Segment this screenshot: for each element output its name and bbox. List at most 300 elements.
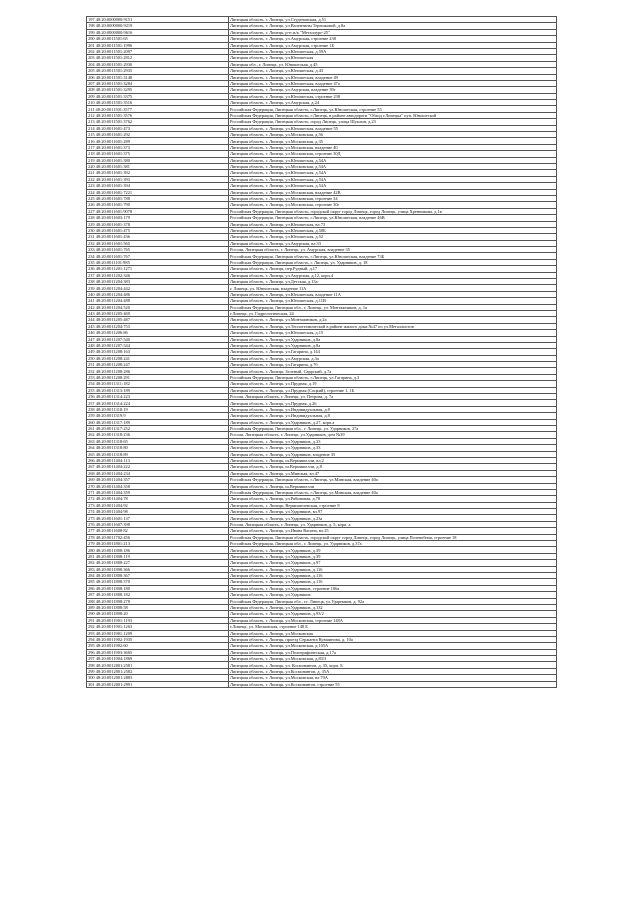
cadastral-number: 48:20:0011902:1935 xyxy=(95,636,133,642)
address-cell: Липецкая область, г. Липецк, ул.Ударников, вл.97 xyxy=(229,509,557,515)
row-number: 215 xyxy=(88,132,95,138)
address-cell: Липецкая область, г. Липецк, Зеленый, Саррский, д.7а xyxy=(229,368,557,374)
cadastral-number: 48:20:0011808:367 xyxy=(95,573,130,579)
row-number: 204 xyxy=(88,61,95,67)
address-cell: Липецкая область, г. Липецк, ул.Юношеская, д.43 xyxy=(229,68,557,74)
row-number: 223 xyxy=(88,183,95,189)
cadastral-number: 48:20:0011404:359 xyxy=(95,490,130,495)
cadastral-number: 48:20:0011101:985 xyxy=(95,259,130,265)
row-number: 272 xyxy=(88,496,95,502)
table-body xyxy=(87,17,557,688)
row-number: 200 xyxy=(88,36,95,42)
row-number: 258 xyxy=(88,406,95,412)
address-cell: Липецкая область, г. Липецк, ул. Космонавтов, д. 35, корп. Б xyxy=(229,662,557,668)
row-number: 199 xyxy=(88,29,95,35)
address-cell: Липецкая область, г. Липецк, ул.Юношеская, д.50Б xyxy=(229,227,557,233)
cadastral-number: 48:20:0011902:60 xyxy=(95,643,128,649)
cadastral-number: 48:20:0011501:3577 xyxy=(95,106,132,112)
row-number: 292 xyxy=(88,624,95,630)
cadastral-number: 48:20:0011601:380 xyxy=(95,157,130,163)
row-number: 279 xyxy=(88,541,95,547)
cadastral-number: 48:20:0011404:222 xyxy=(95,464,130,470)
row-number: 209 xyxy=(88,93,95,99)
row-number: 208 xyxy=(88,87,95,93)
address-cell: Липецкая область, г. Липецк, ул.Ударников, д.27, корп.а xyxy=(229,419,557,425)
cadastral-number: 48:20:0011501:3516 xyxy=(95,100,133,106)
cadastral-number: 48:20:0011204:442 xyxy=(95,285,130,291)
address-cell: Липецкая область, г. Липецк, ул.Ударников, владение 35 xyxy=(229,451,557,457)
cadastral-number: 48:20:0011404:92 xyxy=(95,502,128,508)
table-row xyxy=(87,681,557,687)
address-cell: Российская Федерация, Липецкая обл., г. Липецк, ул. Ударников, д.37а xyxy=(229,541,557,547)
cadastral-number: 48:20:0011601:790 xyxy=(95,202,130,208)
row-number: 252 xyxy=(88,368,95,374)
address-cell: Липецкая область, г. Липецк, ул.Прудная, д.26 xyxy=(229,400,557,406)
row-number: 239 xyxy=(88,285,95,291)
address-cell: Липецкая область, г. Липецк, ул.Прудная (Соцкий), строение 1, 1Б xyxy=(229,387,557,393)
row-number: 283 xyxy=(88,566,95,572)
address-cell: Липецкая область, г. Липецк, ул.Амурская, д.12, корп.4 xyxy=(229,272,557,278)
row-number: 269 xyxy=(88,477,95,483)
row-number: 203 xyxy=(88,55,95,61)
row-number: 228 xyxy=(88,215,95,221)
row-number: 220 xyxy=(88,164,95,170)
row-number: 237 xyxy=(88,272,95,278)
address-cell: Липецкая область, г. Липецк, ул.Ударников, д.132 xyxy=(229,604,557,610)
address-cell: Липецкая область, г. Липецк, ул.Гагарина, д.7б xyxy=(229,362,557,368)
row-number: 299 xyxy=(88,668,95,674)
row-number: 226 xyxy=(88,202,95,208)
cadastral-number: 48:20:0011702:456 xyxy=(95,534,130,540)
row-number: 278 xyxy=(88,534,95,540)
row-number: 257 xyxy=(88,400,95,406)
address-cell: Липецкая область, г. Липецк, ул.Ударников, д.8а xyxy=(229,336,557,342)
cadastral-number: 48:20:0011501:1996 xyxy=(95,42,133,48)
row-number: 250 xyxy=(88,355,95,361)
address-cell: Липецкая область, г. Липецк, р-н ж/к "Металлург-25" xyxy=(229,29,557,35)
address-cell: Липецкая область, г. Липецк, ул.Ударников, д.23а xyxy=(229,515,557,521)
row-number: 297 xyxy=(88,656,95,662)
cadastral-number: 48:20:0011208:247 xyxy=(95,362,130,368)
address-cell: Липецкая область, г. Липецк, ул.Рябиновая, д.78 xyxy=(229,496,557,502)
address-cell: Россия, Липецкая область, г. Липецк, ул. Амурская, владение 35 xyxy=(229,247,557,253)
address-cell: Российская Федерация, Липецкая обл., г. Липецк, ул. Ударников, 27а xyxy=(229,426,557,432)
row-number: 232 xyxy=(88,240,95,246)
address-cell: Липецкая область, г. Липецк, ул.Гагарина, д.144 xyxy=(229,349,557,355)
cadastral-number: 48:20:0011501:65 xyxy=(95,36,128,42)
address-cell: Россия, Липецкая область, г. Липецк, ул. Петрова, д. 7а xyxy=(229,394,557,400)
row-number: 281 xyxy=(88,553,95,559)
row-number: 301 xyxy=(88,681,95,687)
row-number: 277 xyxy=(88,528,95,534)
address-cell: Российская Федерация, Липецкая область, г.Липецк, ул.Юношеская, строение 55 xyxy=(229,106,557,112)
address-cell: Липецкая область, г. Липецк, ул.Московская, строение 30г xyxy=(229,202,557,208)
address-cell: Липецкая область, г. Липецк, ул.Ударников, строение 106а xyxy=(229,585,557,591)
row-number: 207 xyxy=(88,81,95,86)
cadastral-number: 48:20:0011501:3762 xyxy=(95,119,133,125)
address-cell: г.Липецк, ул. Московская, строение 148 Б xyxy=(229,624,557,630)
cadastral-number: 48:20:0011608:82 xyxy=(95,528,128,534)
cadastral-number: 48:20:0011206:86 xyxy=(95,330,128,336)
row-number: 285 xyxy=(88,579,95,585)
address-cell: Липецкая область, г. Липецк, ул.Московская, вл.70А xyxy=(229,675,557,681)
cadastral-number: 48:20:0011904:1869 xyxy=(95,656,133,662)
row-number: 219 xyxy=(88,157,95,163)
address-cell: Российская Федерация, Липецкая обл., г.г. Липецк, ул.Ударников, д. 92а xyxy=(229,598,557,604)
cadastral-number: 48:20:0011601:765 xyxy=(95,247,130,253)
cadastral-table xyxy=(86,16,557,688)
cadastral-number: 48:20:0011808:186 xyxy=(95,547,130,553)
cadastral-number: 48:20:0011808:180 xyxy=(95,585,130,591)
row-number: 286 xyxy=(88,585,95,591)
cadastral-number: 48:20:0011319:9 xyxy=(95,413,126,419)
address-cell: Липецкая область, г. Липецк, ул.Валентины Терешковой, д.8а xyxy=(229,23,557,29)
address-cell: Липецкая область, г. Липецк, ул.Индивидуальная, д.8 xyxy=(229,413,557,419)
cadastral-number: 48:20:0011601:289 xyxy=(95,138,130,144)
cadastral-number: 48:20:0011501:2935 xyxy=(95,68,133,74)
address-cell: Липецкая область, г. Липецк, ул.Московская, владение 40 xyxy=(229,144,557,150)
row-number: 248 xyxy=(88,343,95,349)
cadastral-number: 48:20:0011601:375 xyxy=(95,151,130,157)
address-cell: Липецкая область, г. Липецк, ул.Прудная, д.19 xyxy=(229,381,557,387)
address-cell: Липецкая область, г. Липецк, Вермишелевская, строение 8 xyxy=(229,502,557,508)
row-number: 271 xyxy=(88,490,95,495)
row-number: 268 xyxy=(88,470,95,476)
cadastral-number: 48:20:0011207:540 xyxy=(95,336,130,342)
row-number: 243 xyxy=(88,311,95,317)
cadastral-number: 48:20:0011501:3576 xyxy=(95,112,133,118)
cadastral-number: 48:20:0011501:3148 xyxy=(95,74,133,80)
address-cell: Липецкая область, г. Липецк, ул.Ударников, д.39 xyxy=(229,553,557,559)
cadastral-number: 48:20:0011601:378 xyxy=(95,221,130,227)
address-cell: Липецкая область, г. Липецк, ул.Ударников, д.93/2 xyxy=(229,611,557,617)
row-number: 205 xyxy=(88,68,95,74)
cadastral-number: 48:20:0011607:398 xyxy=(95,521,130,527)
address-cell: Липецкая область, г. Липецк, ул.Детская, д.13а xyxy=(229,279,557,285)
cadastral-number: 48:20:0011601:394 xyxy=(95,183,130,189)
cadastral-number: 48:20:0011205:469 xyxy=(95,311,130,317)
row-number: 212 xyxy=(88,112,95,118)
cadastral-number: 48:20:0011601:373 xyxy=(95,144,130,150)
row-number: 225 xyxy=(88,196,95,202)
row-number: 245 xyxy=(88,323,95,329)
address-cell: Липецкая область, г. Липецк, ул.Ударников, д.33 xyxy=(229,438,557,444)
address-cell: Российская Федерация, Липецкая область, г.Липецк, ул.Юношеская, владение 46В xyxy=(229,215,557,221)
address-cell: Липецкая область, г. Липецк, ул.Московская, строение 34 xyxy=(229,195,557,201)
cadastral-number: 48:20:0011204:488 xyxy=(95,298,130,304)
cadastral-number: 48:20:0011404:234 xyxy=(95,470,130,476)
row-number: 255 xyxy=(88,387,95,393)
row-number: 264 xyxy=(88,445,95,451)
cadastral-number: 48:20:0011601:788 xyxy=(95,196,130,202)
address-cell: Липецкая область, г. Липецк, ул.Московская, д.105А xyxy=(229,643,557,649)
address-cell: Липецкая область, г. Липецк, ул.Московская, д.35 xyxy=(229,138,557,144)
address-cell: Российская Федерация, Липецкая область, городской округ город Липецк, город Липецк, улица Полевобная, строение 18 xyxy=(229,534,557,540)
address-cell: Липецкая область, г. Липецк, ш.Вермишелли xyxy=(229,483,557,489)
cadastral-number: 48:20:0011601:392 xyxy=(95,170,130,176)
cadastral-number: 48:20:0011318:80 xyxy=(95,445,128,451)
cadastral-number: 48:20:0011201:1271 xyxy=(95,266,133,272)
row-number: 293 xyxy=(88,630,95,636)
row-number: 274 xyxy=(88,509,95,515)
address-cell: Липецкая область, г. Липецк, ул.Ударников, д.97 xyxy=(229,560,557,566)
cadastral-number: 48:20:0011808:227 xyxy=(95,560,130,566)
cadastral-number: 48:20:0011603:179 xyxy=(95,215,130,221)
address-cell: Липецкая область, г. Липецк, ул.Юношеская xyxy=(229,55,557,61)
address-cell: Липецкая область, г. Липецк, ул.Московская, д.83/3 xyxy=(229,656,557,662)
row-number: 201 xyxy=(88,42,95,48)
address-cell: Российская Федерация, Липецкая область, г.Липецк, ул.Минская, владение 40а xyxy=(229,489,557,495)
row-number: 282 xyxy=(88,560,95,566)
address-cell: Российская Федерация, Липецкая обл., г. Липецк, ул. Монтажников, д. 1а xyxy=(229,304,557,310)
cadastral-number: 48:20:0011318:236 xyxy=(95,432,130,438)
address-cell: Российская Федерация, Липецкая область, город Липецк, улица Шуклин, д.23 xyxy=(229,119,557,125)
row-number: 217 xyxy=(88,144,95,150)
row-number: 213 xyxy=(88,119,95,125)
address-cell: Липецкая область, г. Липецк, ул.Ивана Васина, вл.25 xyxy=(229,528,557,534)
row-number: 295 xyxy=(88,643,95,649)
address-cell: Липецкая область, г. Липецк, ул.Теплотехнической в районе жилого дома №47 по ул.Металлистов xyxy=(229,323,557,329)
cadastral-number: 48:20:0011204:486 xyxy=(95,291,130,297)
row-number: 240 xyxy=(88,291,95,297)
cadastral-number: 48:20:0011204:753 xyxy=(95,323,130,329)
address-cell: Липецкая обл., г. Липецк, ул. Юношеская, д.45 xyxy=(229,61,557,67)
address-cell: Липецкая область, г. Липецк, ул.Полиграфическая, д.17а xyxy=(229,649,557,655)
cadastral-number: 48:20:0011318:19 xyxy=(95,406,128,412)
cadastral-number: 48:20:0011317:252 xyxy=(95,426,130,432)
row-number: 298 xyxy=(88,662,95,668)
row-number: 218 xyxy=(88,151,95,157)
address-cell: Липецкая область, г. Липецк, ул.Ударников, д.8а xyxy=(229,342,557,348)
cadastral-number: 48:20:0011317:189 xyxy=(95,419,130,425)
address-cell: Липецкая область, г. Липецк, ул.Монтажников, д.2а xyxy=(229,317,557,323)
row-number: 276 xyxy=(88,521,95,527)
cadastral-number: 48:20:0011208:163 xyxy=(95,349,130,355)
address-cell: Липецкая область, г. Липецк, ул.Амурская, вл.33 xyxy=(229,240,557,246)
address-cell: Российская Федерация, Липецкая область, г.Липецк, ул.Минская, владение 40а xyxy=(229,477,557,483)
cadastral-number: 48:20:0011204:383 xyxy=(95,279,130,285)
cadastral-number: 48:20:0011202:346 xyxy=(95,272,130,278)
address-cell: Липецкая область, г. Липецк, ул.Ударников, д.39 xyxy=(229,547,557,553)
row-number: 261 xyxy=(88,426,95,432)
cadastral-number: 48:20:0011404:357 xyxy=(95,477,130,483)
address-cell: Липецкая область, г. Липецк, проезд Сержанта Кувшинова, д. 10а xyxy=(229,636,557,642)
address-cell: Липецкая область, г. Липецк, ул.Юношеская, д.59А xyxy=(229,48,557,54)
cadastral-number: 48:20:0011903:3665 xyxy=(95,649,133,655)
row-number: 197 xyxy=(88,17,95,23)
address-cell: Липецкая область, г. Липецк, ул.Юношеская, вл.73 xyxy=(229,221,557,227)
address-cell: Липецкая область, г. Липецк, ул.Московская, д.54А xyxy=(229,163,557,169)
address-cell: Липецкая область, г. Липецк, ул.Юношеская, д.54А xyxy=(229,157,557,163)
row-number: 289 xyxy=(88,605,95,611)
row-number: 280 xyxy=(88,547,95,553)
row-number: 216 xyxy=(88,138,95,144)
row-number: 206 xyxy=(88,74,95,80)
cadastral-number: 48:20:0011601:381 xyxy=(95,164,130,170)
address-cell: Липецкая область, г. Липецк, ул.Московская xyxy=(229,630,557,636)
cadastral-number: 48:20:0011601:436 xyxy=(95,234,130,240)
row-number: 227 xyxy=(88,208,95,214)
address-cell: Липецкая область, г. Липецк, ул.Юношеская, д.54А xyxy=(229,170,557,176)
address-cell: Россия, Липецкая область, г. Липецк, ул.Ударников, дом №39 xyxy=(229,432,557,438)
address-cell: Липецкая область, г. Липецк, ул.Студеновская, д.51 xyxy=(229,17,557,23)
row-number: 290 xyxy=(88,611,95,617)
address-cell: Липецкая область, г. Липецк, пер.Рудный, д.17 xyxy=(229,266,557,272)
cadastral-number: 48:20:0011314:223 xyxy=(95,394,130,400)
cadastral-number: 48:20:0012001:2991 xyxy=(95,681,133,687)
address-cell: Липецкая область, г. Липецк, ул.Ударников, д.116 xyxy=(229,566,557,572)
cadastral-number: 48:20:0011311:182 xyxy=(95,381,130,387)
row-number: 262 xyxy=(88,432,95,438)
row-number: 241 xyxy=(88,298,95,304)
row-number: 231 xyxy=(88,234,95,240)
cadastral-number: 48:20:0011601:475 xyxy=(95,227,130,233)
cadastral-number: 48:20:0011501:3295 xyxy=(95,87,133,93)
row-number: 211 xyxy=(88,106,95,112)
address-cell: Российская Федерация, Липецкая область, г.Липецк, ул.Гагарина, д.3 xyxy=(229,374,557,380)
row-number: 300 xyxy=(88,675,95,681)
cadastral-number: 48:20:0011808:20 xyxy=(95,611,128,617)
cadastral-number: 48:20:0000000:9151 xyxy=(95,17,133,23)
cadastral-number: 48:20:0011404:78 xyxy=(95,496,128,502)
row-number: 236 xyxy=(88,266,95,272)
cadastral-number: 48:20:0011404:98 xyxy=(95,509,128,515)
address-cell: Липецкая область, г. Липецк, ул.Космонавтов, д. 35А xyxy=(229,668,557,674)
cadastral-number: 48:20:0012001:2581 xyxy=(95,662,133,668)
row-number: 275 xyxy=(88,515,95,521)
cadastral-number: 48:20:0011501:2097 xyxy=(95,49,133,55)
address-cell: Липецкая область, г. Липецк, ул.Космонавтов, строение 55 xyxy=(229,681,557,687)
cadastral-number: 48:20:0012001:2582 xyxy=(95,668,133,674)
cadastral-number: 48:20:0011808:58 xyxy=(95,605,128,611)
cadastral-number: 48:20:0011501:3284 xyxy=(95,81,133,86)
cadastral-number: 48:20:0011208:241 xyxy=(95,355,130,361)
address-cell: Липецкая область, г. Липецк, ул.Юношеская, д.52 xyxy=(229,234,557,240)
cadastral-number: 48:20:0011601:9078 xyxy=(95,208,133,214)
address-cell: Липецкая область, г. Липецк, ул.Юношеская, строение 238 xyxy=(229,93,557,99)
address-cell: г. Липецк, ул. Юношеская, владение 11А xyxy=(229,285,557,291)
row-number: 244 xyxy=(88,317,95,323)
cadastral-number: 48:20:0011501:3375 xyxy=(95,93,133,99)
row-number: 249 xyxy=(88,349,95,355)
cadastral-number: 48:20:0011404:358 xyxy=(95,483,130,489)
row-number: 256 xyxy=(88,394,95,400)
address-cell: Липецкая область, г. Липецк, ул.Амурская, строение 1Б xyxy=(229,42,557,48)
row-number: 287 xyxy=(88,592,95,598)
row-number: 296 xyxy=(88,649,95,655)
address-cell: Российская Федерация, Липецкая область, г.Липецк, ул.Юношеская, владение 73Б xyxy=(229,253,557,259)
row-number: 291 xyxy=(88,617,95,623)
cadastral-number: 48:20:0011205:487 xyxy=(95,317,130,323)
address-cell: Липецкая область, г. Липецк, ул.Московская, д.56 xyxy=(229,132,557,138)
row-number: 294 xyxy=(88,636,95,642)
cadastral-number: 48:20:0011208:291 xyxy=(95,374,130,380)
address-cell: Липецкая область, г. Липецк, ул.Амурская, владение 39г xyxy=(229,87,557,93)
cadastral-number: 48:20:0011808:366 xyxy=(95,566,130,572)
address-cell: Липецкая область, г. Липецк, ул.Юношеская, д.11В xyxy=(229,298,557,304)
row-number: 238 xyxy=(88,279,95,285)
address-cell: Липецкая область, г. Липецк, ул.Юношеская, д.15 xyxy=(229,330,557,336)
address-cell: Липецкая область, г. Липецк, ул.Ударников, д.116 xyxy=(229,579,557,585)
row-number: 254 xyxy=(88,381,95,387)
cadastral-number: 48:20:0011601:7221 xyxy=(95,189,133,195)
address-cell: Липецкая область, г. Липецк, ул.Юношеская, д.54А xyxy=(229,176,557,182)
row-number: 284 xyxy=(88,573,95,579)
cadastral-number: 48:20:0011901:1263 xyxy=(95,624,133,630)
row-number: 251 xyxy=(88,362,95,368)
row-number: 273 xyxy=(88,502,95,508)
address-cell: Россия, Липецкая область, г. Липецк, ул. Ударников, д. 5, корп. а xyxy=(229,521,557,527)
row-number: 242 xyxy=(88,304,95,310)
cadastral-number: 48:20:0011318:89 xyxy=(95,451,128,457)
cadastral-number: 48:20:0011601:473 xyxy=(95,125,130,131)
address-cell: Липецкая область, г. Липецк, ул.Московская, строение 30Д xyxy=(229,151,557,157)
row-number: 234 xyxy=(88,253,95,259)
cadastral-number: 48:20:0011601:393 xyxy=(95,176,130,182)
address-cell: Липецкая область, г. Липецк, ул.Московская, владение 42В xyxy=(229,189,557,195)
address-cell: Липецкая область, г. Липецк, ул.Амурская, д.24 xyxy=(229,100,557,106)
cadastral-number: 48:20:0011314:224 xyxy=(95,400,130,406)
cadastral-number: 48:20:0011601:292 xyxy=(95,132,130,138)
cadastral-number: 48:20:0011808:119 xyxy=(95,553,130,559)
cadastral-number: 48:20:0011901:1193 xyxy=(95,617,132,623)
address-cell: Липецкая область, г. Липецк, ул.Индивидуальная, д.8 xyxy=(229,406,557,412)
row-number: 221 xyxy=(88,170,95,176)
cadastral-number: 48:20:0011901:1209 xyxy=(95,630,133,636)
cadastral-number: 48:20:0011313:189 xyxy=(95,387,130,393)
row-number: 270 xyxy=(88,483,95,489)
row-number: 222 xyxy=(88,176,95,182)
row-number: 267 xyxy=(88,464,95,470)
cadastral-number-cell xyxy=(87,681,229,687)
cadastral-number: 48:20:0011808:278 xyxy=(95,598,130,604)
address-cell: Липецкая область, г. Липецк, ул.Ударников, д.33 xyxy=(229,445,557,451)
address-cell: Липецкая область, г. Липецк, ул.Ударников xyxy=(229,592,557,598)
address-cell: Липецкая область, г. Липецк, ул.Юношеская, владение 49 xyxy=(229,74,557,80)
cadastral-number: 48:20:0011801:213 xyxy=(95,541,130,547)
cadastral-number: 48:20:0011601:137 xyxy=(95,515,130,521)
address-cell: Липецкая область, г. Липецк, ул.Юношеская, д.54А xyxy=(229,183,557,189)
row-number: 230 xyxy=(88,227,95,233)
row-number: 214 xyxy=(88,125,95,131)
address-cell: Липецкая область, г. Липецк, ул.Амурская, строение 238 xyxy=(229,36,557,42)
cadastral-number: 48:20:0000000:9219 xyxy=(95,23,133,29)
cadastral-number: 48:20:0011207:544 xyxy=(95,343,130,349)
row-number: 202 xyxy=(88,49,95,55)
row-number: 260 xyxy=(88,419,95,425)
row-number: 266 xyxy=(88,458,95,464)
address-cell: Липецкая область, г. Липецк, ул.Минская, вл.47 xyxy=(229,470,557,476)
row-number: 246 xyxy=(88,330,95,336)
row-number: 224 xyxy=(88,189,95,195)
address-cell: Липецкая область, г. Липецк, ул.Юношеская, владение 47а xyxy=(229,80,557,86)
cadastral-number: 48:20:0011601:767 xyxy=(95,253,130,259)
address-cell: Липецкая область, г. Липецк, ул.Амурская, д.3а xyxy=(229,355,557,361)
row-number: 229 xyxy=(88,221,95,227)
address-cell: Российская Федерация, Липецкая область, г.Липецк, в районе автодороги "Обход г.Липецка" пуп. Юношеской xyxy=(229,112,557,118)
address-cell: Липецкая область, г. Липецк, ул.Юношеская, владение 11А xyxy=(229,291,557,297)
cadastral-number: 48:20:0011208:286 xyxy=(95,368,130,374)
cadastral-number: 48:20:0011318:65 xyxy=(95,438,128,444)
address-cell: Липецкая область, г. Липецк, ул.Ударников, д.116 xyxy=(229,572,557,578)
row-number: 235 xyxy=(88,259,95,265)
cadastral-number: 48:20:0011601:565 xyxy=(95,240,130,246)
address-cell: Липецкая область, г. Липецк, ш.Вермишелли, д.8 xyxy=(229,464,557,470)
cadastral-number: 48:20:0011501:2812 xyxy=(95,55,133,61)
cadastral-number: 48:20:0011204:520 xyxy=(95,304,130,310)
cadastral-number: 48:20:0011808:370 xyxy=(95,579,130,585)
row-number: 210 xyxy=(88,100,95,106)
